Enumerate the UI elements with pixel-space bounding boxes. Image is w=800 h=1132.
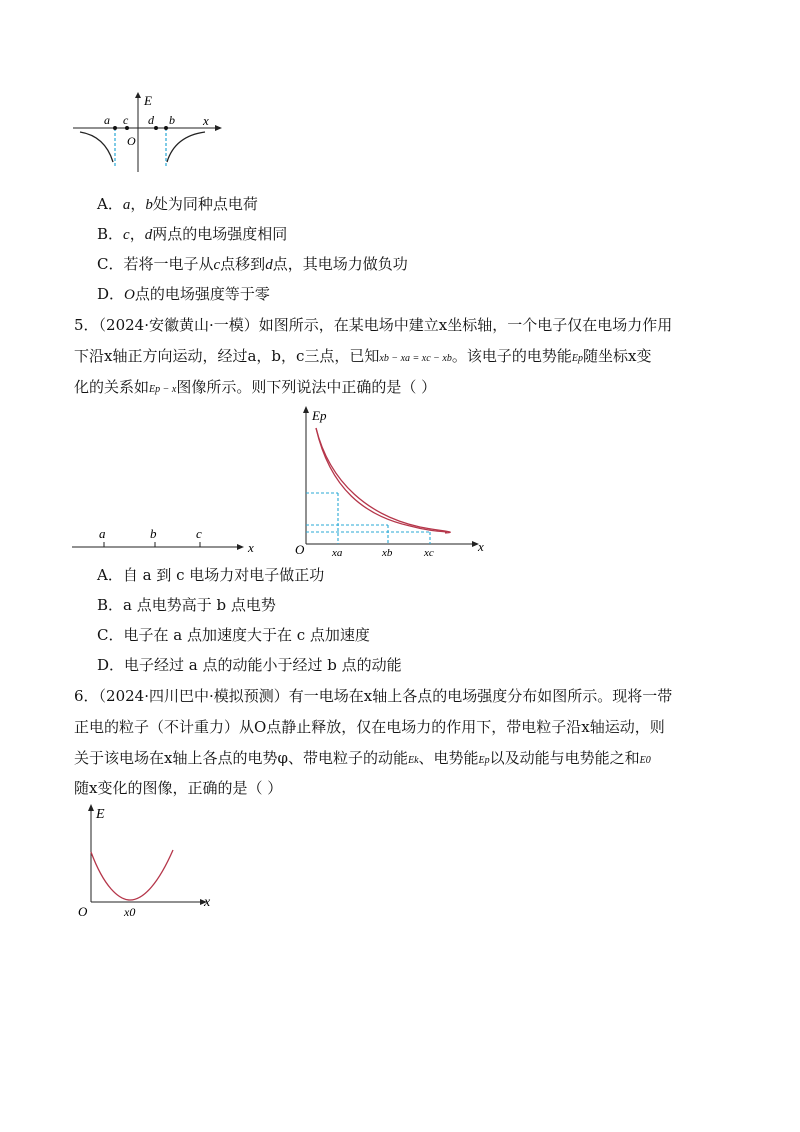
label-c: c	[123, 113, 129, 127]
q4-field-figure	[70, 92, 230, 172]
q4-option-a: A．a，b处为同种点电荷	[97, 195, 258, 213]
label-b: b	[169, 113, 175, 127]
x-label: x	[478, 539, 484, 554]
q5-ep-graph	[290, 404, 490, 564]
tick-xa: xa	[332, 547, 343, 559]
origin-label: O	[127, 134, 136, 148]
point-d	[154, 126, 158, 130]
tick-x0: x0	[124, 905, 136, 919]
e-axis-label: E	[144, 93, 152, 108]
e-curve	[91, 850, 173, 900]
origin-label: O	[78, 904, 88, 919]
tick-xb: xb	[382, 547, 393, 559]
q5-stem-line3: 化的关系如Ep − x图像所示。则下列说法中正确的是（ ）	[74, 378, 437, 396]
tick-xc: xc	[424, 547, 434, 559]
q5-stem-line1: 5．（2024·安徽黄山·一模）如图所示，在某电场中建立x坐标轴，一个电子仅在电场力作用	[74, 316, 673, 334]
label-d: d	[148, 113, 154, 127]
q5-axis-figure	[72, 524, 262, 564]
q5-option-d: D．电子经过 a 点的动能小于经过 b 点的动能	[97, 656, 402, 674]
axis-x-label: x	[248, 540, 254, 555]
y-label: Ep	[312, 408, 327, 423]
point-a	[113, 126, 117, 130]
q6-stem-line1: 6．（2024·四川巴中·模拟预测）有一电场在x轴上各点的电场强度分布如图所示。现将一带	[74, 687, 673, 705]
q6-stem-line3: 关于该电场在x轴上各点的电势φ、带电粒子的动能Ek、电势能Ep以及动能与电势能之和E0	[74, 749, 651, 767]
right-curve	[167, 132, 205, 162]
point-c-label: c	[196, 526, 202, 541]
q5-option-a: A．自 a 到 c 电场力对电子做正功	[97, 566, 325, 584]
q6-e-graph	[74, 802, 224, 922]
x-label: x	[204, 895, 211, 910]
q4-option-c: C．若将一电子从c点移到d点，其电场力做负功	[97, 255, 408, 273]
q5-option-b: B．a 点电势高于 b 点电势	[97, 596, 276, 614]
q6-stem-line2: 正电的粒子（不计重力）从O点静止释放，仅在电场力的作用下，带电粒子沿x轴运动，则	[74, 718, 665, 736]
label-a: a	[104, 113, 110, 127]
point-a-label: a	[99, 526, 106, 541]
y-label: E	[96, 807, 105, 822]
q4-option-b: B．c，d两点的电场强度相同	[97, 225, 288, 243]
q6-stem-line4: 随x变化的图像，正确的是（ ）	[74, 779, 283, 797]
point-b-label: b	[150, 526, 157, 541]
point-b	[164, 126, 168, 130]
left-curve	[80, 132, 113, 162]
origin-label: O	[295, 542, 305, 557]
q5-option-c: C．电子在 a 点加速度大于在 c 点加速度	[97, 626, 370, 644]
q5-stem-line2: 下沿x轴正方向运动，经过a，b，c三点，已知xb − xa = xc − xb。该电子的电势能Ep随坐标x变	[74, 347, 652, 365]
q4-option-d: D．O点的电场强度等于零	[97, 285, 270, 303]
x-axis-label: x	[203, 113, 209, 128]
